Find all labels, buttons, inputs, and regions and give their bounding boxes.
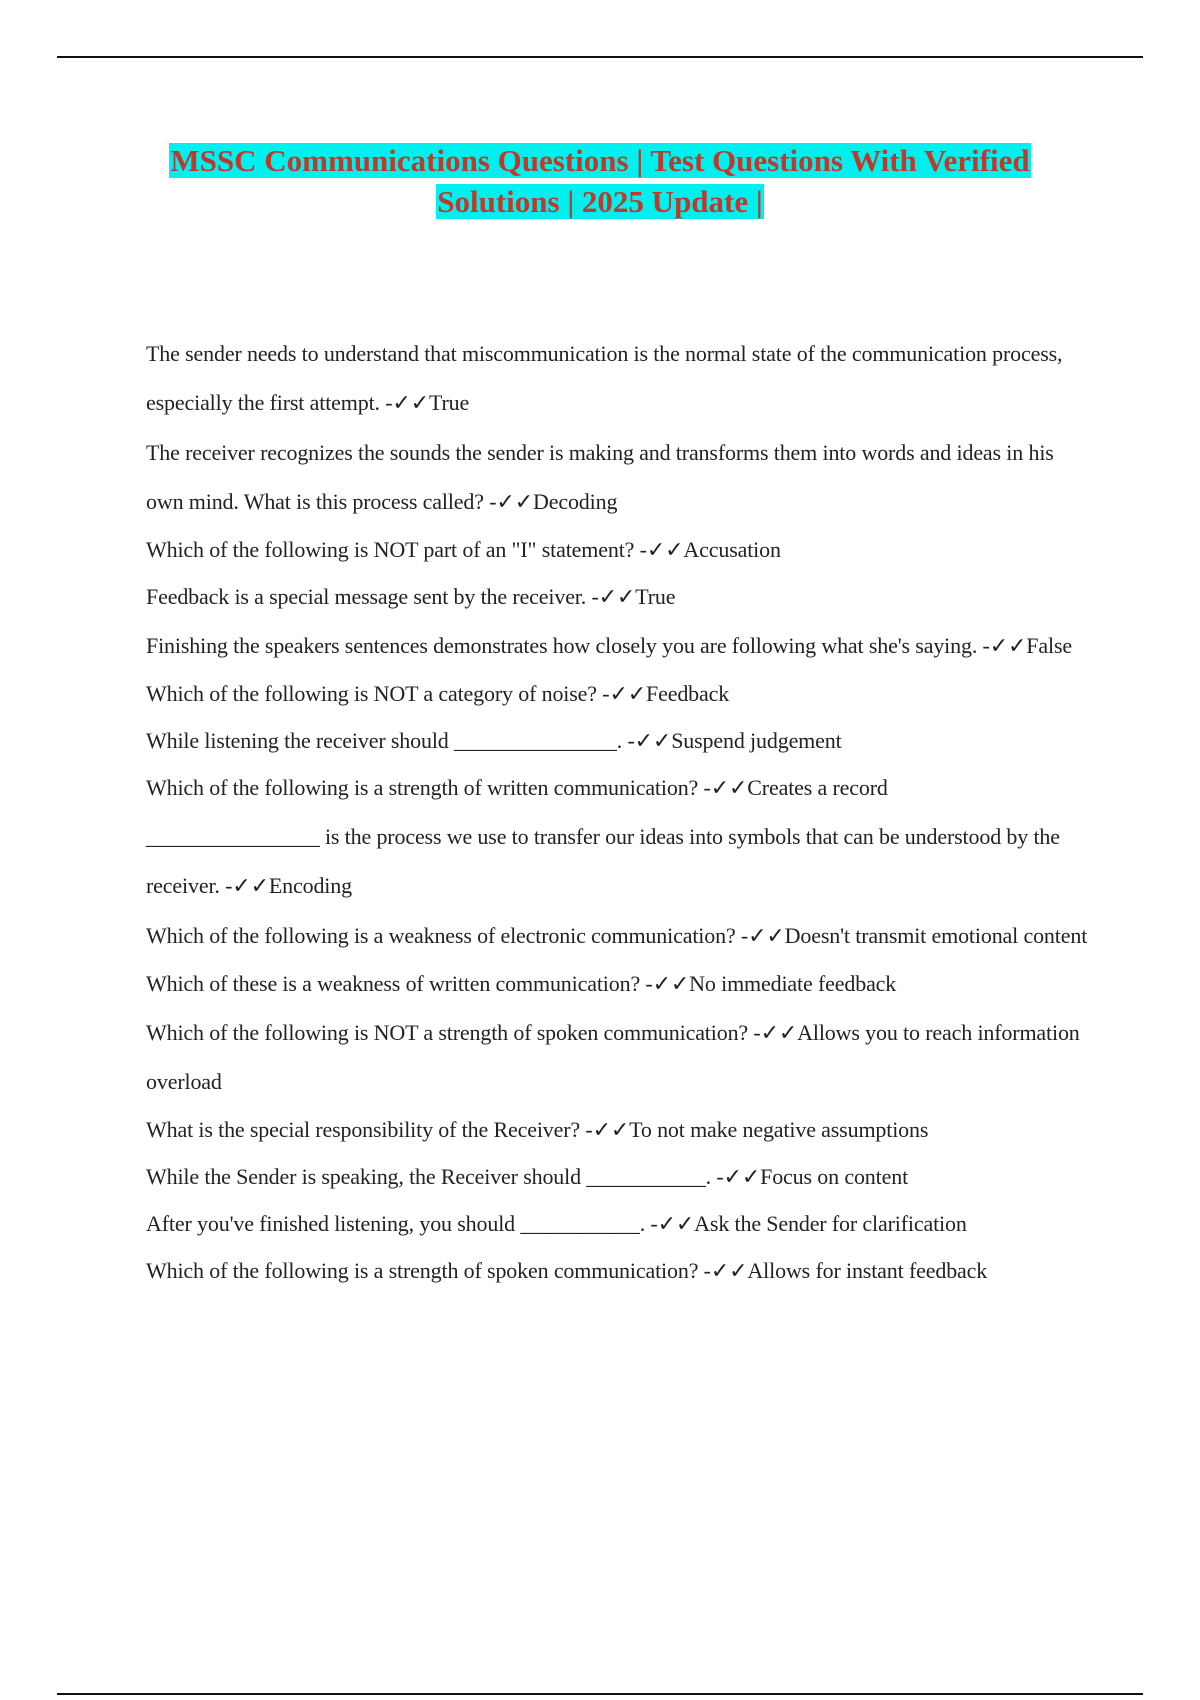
qa-item: Feedback is a special message sent by the receiver. -✓✓True <box>146 584 676 609</box>
qa-item: Which of the following is NOT a category of noise? -✓✓Feedback <box>146 681 730 706</box>
footer-rule <box>57 1693 1143 1695</box>
qa-item: The receiver recognizes the sounds the sender is making and transforms them into words and ideas in his own mind. What is this process called? -✓✓Decoding <box>146 440 1054 514</box>
document-title <box>100 140 1100 222</box>
qa-item: The sender needs to understand that miscommunication is the normal state of the communication process, especially the first attempt. -✓✓True <box>146 341 1063 415</box>
qa-item: While the Sender is speaking, the Receiver should ___________. -✓✓Focus on content <box>146 1164 909 1189</box>
qa-item: Which of the following is NOT part of an "I" statement? -✓✓Accusation <box>146 537 781 562</box>
qa-item: Finishing the speakers sentences demonstrates how closely you are following what she's saying. -✓✓False <box>146 633 1072 658</box>
title-line-1: MSSC Communications Questions | Test Questions With Verified <box>170 143 1030 178</box>
qa-item: After you've finished listening, you should ___________. -✓✓Ask the Sender for clarification <box>146 1211 967 1236</box>
qa-item: Which of these is a weakness of written communication? -✓✓No immediate feedback <box>146 971 897 996</box>
qa-item: What is the special responsibility of the Receiver? -✓✓To not make negative assumptions <box>146 1117 929 1142</box>
qa-item: While listening the receiver should _______________. -✓✓Suspend judgement <box>146 728 842 753</box>
qa-item: Which of the following is a strength of spoken communication? -✓✓Allows for instant feedback <box>146 1258 988 1283</box>
qa-item: Which of the following is NOT a strength of spoken communication? -✓✓Allows you to reach information overload <box>146 1020 1080 1094</box>
qa-item: Which of the following is a strength of written communication? -✓✓Creates a record <box>146 775 888 800</box>
header-rule <box>57 56 1143 58</box>
qa-item: Which of the following is a weakness of electronic communication? -✓✓Doesn't transmit emotional content <box>146 923 1088 948</box>
qa-list <box>146 329 1094 1295</box>
qa-item: ________________ is the process we use to transfer our ideas into symbols that can be understood by the receiver. -✓✓Encoding <box>146 824 1060 898</box>
title-line-2: Solutions | 2025 Update | <box>437 184 763 219</box>
